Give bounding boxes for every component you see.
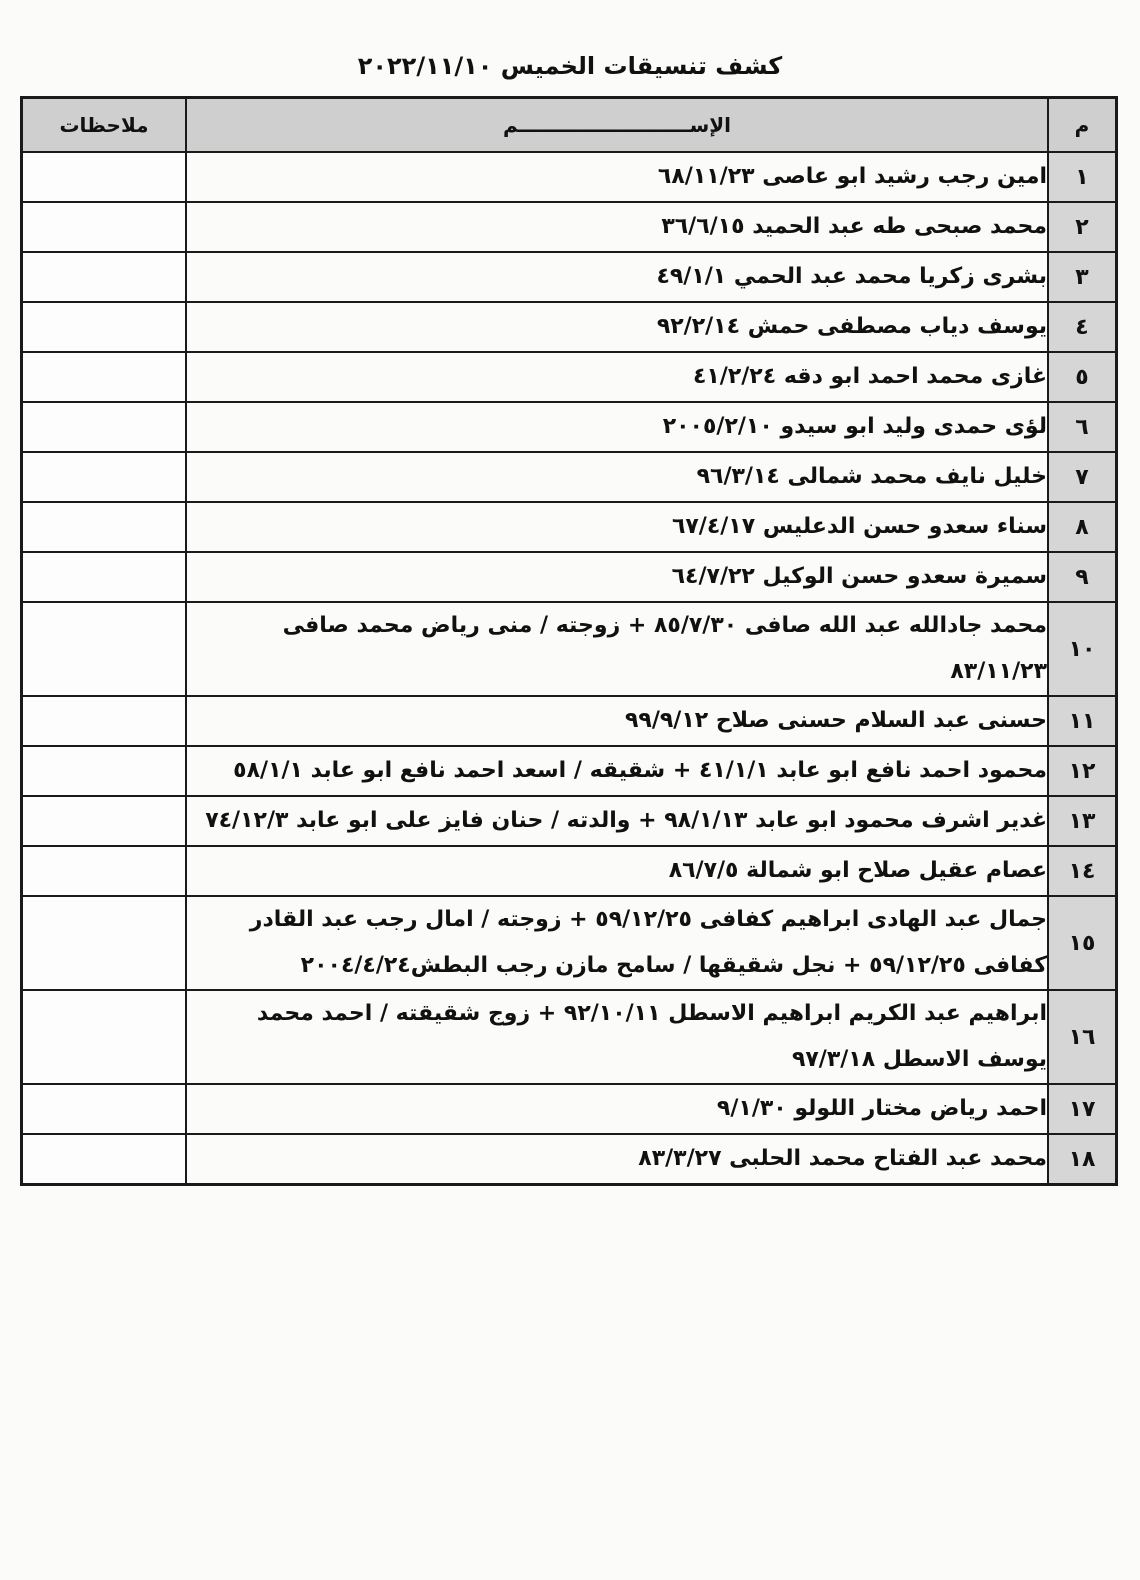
table-row bbox=[22, 1084, 1117, 1134]
row-number: ١٦ bbox=[1048, 990, 1117, 1084]
row-notes bbox=[22, 402, 187, 452]
header-name: الإســـــــــــــــــــــــــم bbox=[186, 98, 1048, 153]
row-notes bbox=[22, 252, 187, 302]
row-number: ١ bbox=[1048, 152, 1117, 202]
table-row bbox=[22, 602, 1117, 696]
row-notes bbox=[22, 502, 187, 552]
table-row bbox=[22, 152, 1117, 202]
row-notes bbox=[22, 302, 187, 352]
table-row bbox=[22, 502, 1117, 552]
table-row bbox=[22, 302, 1117, 352]
row-name: بشرى زكريا محمد عبد الحمي ٤٩/١/١ bbox=[186, 252, 1048, 302]
row-name: لؤى حمدى وليد ابو سيدو ٢٠٠٥/٢/١٠ bbox=[186, 402, 1048, 452]
table-row bbox=[22, 796, 1117, 846]
header-notes: ملاحظات bbox=[22, 98, 187, 153]
row-notes bbox=[22, 1084, 187, 1134]
table-row bbox=[22, 696, 1117, 746]
row-notes bbox=[22, 746, 187, 796]
header-num: م bbox=[1048, 98, 1117, 153]
row-name: محمود احمد نافع ابو عابد ٤١/١/١ + شقيقه / اسعد احمد نافع ابو عابد ٥٨/١/١ bbox=[186, 746, 1048, 796]
row-name: خليل نايف محمد شمالى ٩٦/٣/١٤ bbox=[186, 452, 1048, 502]
row-name: حسنى عبد السلام حسنى صلاح ٩٩/٩/١٢ bbox=[186, 696, 1048, 746]
row-name: جمال عبد الهادى ابراهيم كفافى ٥٩/١٢/٢٥ + زوجته / امال رجب عبد القادر كفافى ٥٩/١٢/٢٥ + نجل شقيقها / سامح مازن رجب البطش٢٠٠٤/٤/٢٤ bbox=[186, 896, 1048, 990]
row-name: محمد جادالله عبد الله صافى ٨٥/٧/٣٠ + زوجته / منى رياض محمد صافى ٨٣/١١/٢٣ bbox=[186, 602, 1048, 696]
row-name: غدير اشرف محمود ابو عابد ٩٨/١/١٣ + والدته / حنان فايز على ابو عابد ٧٤/١٢/٣ bbox=[186, 796, 1048, 846]
row-notes bbox=[22, 896, 187, 990]
row-number: ٤ bbox=[1048, 302, 1117, 352]
page-title: كشف تنسيقات الخميس ٢٠٢٢/١١/١٠ bbox=[357, 52, 783, 80]
row-number: ١٣ bbox=[1048, 796, 1117, 846]
table-row bbox=[22, 402, 1117, 452]
row-number: ٨ bbox=[1048, 502, 1117, 552]
table-row bbox=[22, 896, 1117, 990]
table-row bbox=[22, 746, 1117, 796]
row-number: ٩ bbox=[1048, 552, 1117, 602]
table-header-row bbox=[22, 98, 1117, 153]
row-number: ٢ bbox=[1048, 202, 1117, 252]
row-notes bbox=[22, 152, 187, 202]
row-number: ١٨ bbox=[1048, 1134, 1117, 1185]
row-name: يوسف دياب مصطفى حمش ٩٢/٢/١٤ bbox=[186, 302, 1048, 352]
table-row bbox=[22, 552, 1117, 602]
table-row bbox=[22, 352, 1117, 402]
row-number: ٣ bbox=[1048, 252, 1117, 302]
row-number: ١٠ bbox=[1048, 602, 1117, 696]
row-name: عصام عقيل صلاح ابو شمالة ٨٦/٧/٥ bbox=[186, 846, 1048, 896]
row-notes bbox=[22, 552, 187, 602]
row-notes bbox=[22, 1134, 187, 1185]
row-name: سميرة سعدو حسن الوكيل ٦٤/٧/٢٢ bbox=[186, 552, 1048, 602]
table-body bbox=[22, 152, 1117, 1185]
row-name: محمد عبد الفتاح محمد الحلبى ٨٣/٣/٢٧ bbox=[186, 1134, 1048, 1185]
row-number: ٧ bbox=[1048, 452, 1117, 502]
row-notes bbox=[22, 602, 187, 696]
row-number: ٥ bbox=[1048, 352, 1117, 402]
table-row bbox=[22, 202, 1117, 252]
row-number: ١٤ bbox=[1048, 846, 1117, 896]
row-number: ٦ bbox=[1048, 402, 1117, 452]
row-name: سناء سعدو حسن الدعليس ٦٧/٤/١٧ bbox=[186, 502, 1048, 552]
row-number: ١٢ bbox=[1048, 746, 1117, 796]
row-notes bbox=[22, 796, 187, 846]
row-notes bbox=[22, 352, 187, 402]
row-notes bbox=[22, 990, 187, 1084]
row-name: امين رجب رشيد ابو عاصى ٦٨/١١/٢٣ bbox=[186, 152, 1048, 202]
table-row bbox=[22, 252, 1117, 302]
row-name: غازى محمد احمد ابو دقه ٤١/٢/٢٤ bbox=[186, 352, 1048, 402]
row-notes bbox=[22, 202, 187, 252]
table-row bbox=[22, 990, 1117, 1084]
row-name: احمد رياض مختار اللولو ٩/١/٣٠ bbox=[186, 1084, 1048, 1134]
row-notes bbox=[22, 696, 187, 746]
row-number: ١١ bbox=[1048, 696, 1117, 746]
row-name: ابراهيم عبد الكريم ابراهيم الاسطل ٩٢/١٠/١١ + زوج شقيقته / احمد محمد يوسف الاسطل ٩٧/٣/١٨ bbox=[186, 990, 1048, 1084]
row-notes bbox=[22, 452, 187, 502]
row-number: ١٥ bbox=[1048, 896, 1117, 990]
row-number: ١٧ bbox=[1048, 1084, 1117, 1134]
row-notes bbox=[22, 846, 187, 896]
names-table bbox=[20, 96, 1118, 1186]
table-row bbox=[22, 846, 1117, 896]
table-row bbox=[22, 1134, 1117, 1185]
table-row bbox=[22, 452, 1117, 502]
row-name: محمد صبحى طه عبد الحميد ٣٦/٦/١٥ bbox=[186, 202, 1048, 252]
